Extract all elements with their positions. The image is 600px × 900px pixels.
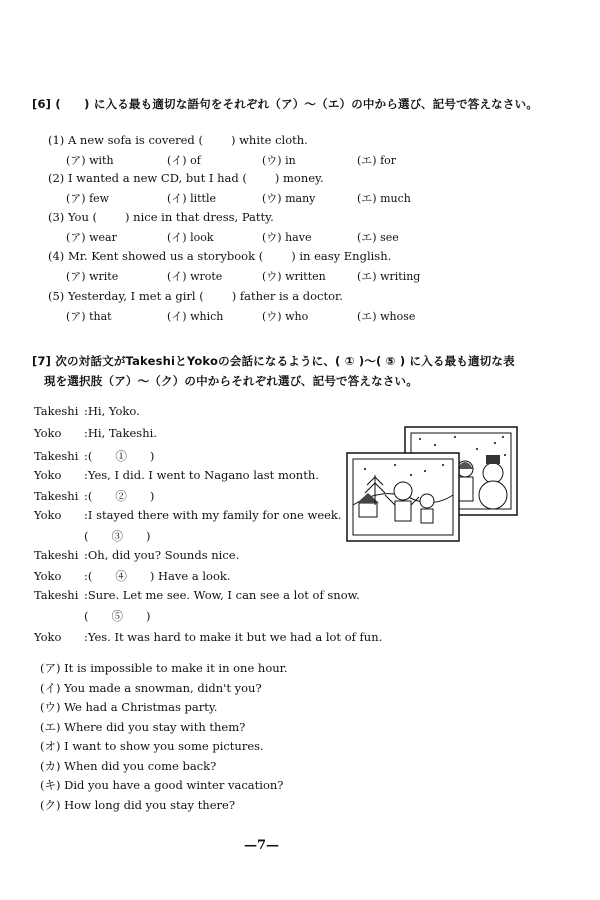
option-label: (エ) (357, 310, 377, 323)
dialogue-line (34, 548, 239, 562)
option-label: (ア) (66, 270, 86, 283)
choice-item (40, 777, 283, 793)
choice-item (40, 797, 235, 813)
option-label: (エ) (357, 192, 377, 205)
option-label: (ウ) (262, 310, 282, 323)
question-text-after-blank: ) nice in that dress, Patty. (125, 210, 274, 224)
question-text-after-blank: ) money. (274, 171, 324, 185)
dialogue-text: Yes, I did. I went to Nagano last month. (87, 468, 319, 482)
answer-option (167, 190, 216, 206)
section6-heading: [6] ( ) に入る最も適切な語句をそれぞれ（ア）〜（エ）の中から選び、記号で答えなさい。 (32, 97, 538, 111)
speaker-colon: : (84, 426, 88, 440)
choice-item (40, 680, 262, 696)
option-text: writing (380, 270, 421, 283)
option-label: (イ) (167, 231, 187, 244)
answer-option (262, 190, 315, 206)
question-number: (4) (48, 249, 65, 263)
speaker-colon: : (84, 569, 88, 583)
option-text: wear (89, 231, 117, 244)
option-label: (イ) (167, 154, 187, 167)
dialogue-line (34, 608, 150, 624)
option-label: (ウ) (262, 270, 282, 283)
question-stem (48, 289, 343, 303)
winter-pictures-illustration (345, 425, 520, 545)
dialogue-line (34, 508, 342, 522)
dialogue-text: I stayed there with my family for one week. (87, 508, 342, 522)
option-label: (ア) (66, 154, 86, 167)
answer-option (66, 190, 109, 206)
option-label: (ア) (66, 192, 86, 205)
dialogue-text: ( ① ) (87, 449, 155, 463)
option-label: (ウ) (262, 192, 282, 205)
choice-text: How long did you stay there? (64, 798, 235, 812)
speaker-colon: : (84, 508, 88, 522)
speaker-name: Takeshi (34, 588, 79, 602)
choice-label: (カ) (40, 759, 61, 773)
answer-option (262, 152, 296, 168)
section7-heading-line1: [7] 次の対話文がTakeshiとYokoの会話になるように、( ① )〜( ⑤ ) に入る最も適切な表 (32, 354, 515, 368)
dialogue-line (34, 528, 150, 544)
option-label: (イ) (167, 270, 187, 283)
option-label: (エ) (357, 231, 377, 244)
question-text-before-blank: I wanted a new CD, but I had ( (67, 171, 247, 185)
option-text: little (190, 192, 216, 205)
option-label: (ウ) (262, 154, 282, 167)
dialogue-text: ( ④ ) Have a look. (87, 569, 231, 583)
choice-label: (ア) (40, 661, 61, 675)
speaker-name: Yoko (34, 426, 62, 440)
dialogue-line (34, 404, 140, 418)
option-text: many (285, 192, 316, 205)
option-text: which (190, 310, 224, 323)
answer-option (66, 268, 118, 284)
choice-label: (イ) (40, 681, 61, 695)
dialogue-line (34, 630, 382, 644)
question-stem (48, 249, 391, 263)
option-text: write (89, 270, 119, 283)
option-label: (ア) (66, 231, 86, 244)
dialogue-text: ( ⑤ ) (84, 609, 151, 623)
speaker-name: Takeshi (34, 449, 79, 463)
dialogue-text: Hi, Yoko. (87, 404, 140, 418)
speaker-colon: : (84, 449, 88, 463)
speaker-name: Yoko (34, 630, 62, 644)
option-text: of (190, 154, 201, 167)
speaker-colon: : (84, 489, 88, 503)
option-text: with (89, 154, 114, 167)
question-number: (5) (48, 289, 65, 303)
option-label: (エ) (357, 154, 377, 167)
question-text-after-blank: ) father is a doctor. (231, 289, 343, 303)
choice-item (40, 660, 288, 676)
answer-option (167, 308, 223, 324)
choice-label: (キ) (40, 778, 61, 792)
option-label: (イ) (167, 192, 187, 205)
question-stem (48, 210, 274, 224)
answer-option (357, 268, 420, 284)
option-text: that (89, 310, 112, 323)
choice-item (40, 719, 245, 735)
option-label: (ア) (66, 310, 86, 323)
dialogue-line (34, 468, 319, 482)
option-text: look (190, 231, 214, 244)
question-number: (1) (48, 133, 65, 147)
option-text: few (89, 192, 110, 205)
speaker-name: Yoko (34, 508, 62, 522)
dialogue-text: Hi, Takeshi. (87, 426, 157, 440)
choice-text: It is impossible to make it in one hour. (64, 661, 288, 675)
speaker-colon: : (84, 404, 88, 418)
answer-option (262, 268, 326, 284)
question-text-before-blank: A new sofa is covered ( (67, 133, 203, 147)
speaker-colon: : (84, 630, 88, 644)
page-number: —7— (244, 838, 280, 853)
question-number: (2) (48, 171, 65, 185)
answer-option (262, 308, 308, 324)
answer-option (66, 308, 112, 324)
answer-option (167, 268, 222, 284)
speaker-name: Takeshi (34, 404, 79, 418)
option-label: (ウ) (262, 231, 282, 244)
answer-option (167, 152, 201, 168)
option-text: for (380, 154, 397, 167)
dialogue-line (34, 588, 360, 602)
choice-text: We had a Christmas party. (64, 700, 218, 714)
dialogue-text: ( ② ) (87, 489, 155, 503)
speaker-name: Yoko (34, 468, 62, 482)
option-text: see (380, 231, 399, 244)
option-text: in (285, 154, 296, 167)
speaker-name: Yoko (34, 569, 62, 583)
choice-text: Where did you stay with them? (64, 720, 246, 734)
question-text-before-blank: You ( (67, 210, 98, 224)
question-text-after-blank: ) white cloth. (230, 133, 308, 147)
answer-option (357, 152, 396, 168)
option-text: have (285, 231, 312, 244)
option-text: wrote (190, 270, 223, 283)
dialogue-line (34, 448, 154, 464)
choice-text: You made a snowman, didn't you? (64, 681, 262, 695)
option-label: (エ) (357, 270, 377, 283)
answer-option (357, 229, 399, 245)
question-text-before-blank: Mr. Kent showed us a storybook ( (67, 249, 264, 263)
dialogue-text: Sure. Let me see. Wow, I can see a lot of snow. (87, 588, 360, 602)
dialogue-text: Oh, did you? Sounds nice. (87, 548, 240, 562)
choice-text: I want to show you some pictures. (64, 739, 264, 753)
answer-option (357, 308, 415, 324)
speaker-name: Takeshi (34, 489, 79, 503)
answer-option (66, 152, 114, 168)
dialogue-text: Yes. It was hard to make it but we had a lot of fun. (87, 630, 383, 644)
choice-item (40, 699, 217, 715)
option-text: much (380, 192, 411, 205)
choice-item (40, 738, 264, 754)
kids-picture (347, 453, 459, 541)
option-label: (イ) (167, 310, 187, 323)
choice-text: Did you have a good winter vacation? (64, 778, 284, 792)
choice-label: (エ) (40, 720, 61, 734)
choice-text: When did you come back? (64, 759, 217, 773)
choice-item (40, 758, 216, 774)
answer-option (66, 229, 117, 245)
question-stem (48, 133, 308, 147)
question-number: (3) (48, 210, 65, 224)
speaker-colon: : (84, 468, 88, 482)
dialogue-line (34, 426, 157, 440)
question-text-after-blank: ) in easy English. (291, 249, 392, 263)
option-text: written (285, 270, 326, 283)
choice-label: (ク) (40, 798, 61, 812)
answer-option (262, 229, 311, 245)
option-text: whose (380, 310, 416, 323)
answer-option (357, 190, 411, 206)
option-text: who (285, 310, 309, 323)
question-text-before-blank: Yesterday, I met a girl ( (67, 289, 204, 303)
answer-option (167, 229, 214, 245)
dialogue-line (34, 568, 231, 584)
dialogue-text: ( ③ ) (84, 529, 151, 543)
choice-label: (ウ) (40, 700, 61, 714)
question-stem (48, 171, 324, 185)
choice-label: (オ) (40, 739, 61, 753)
dialogue-line (34, 488, 154, 504)
speaker-colon: : (84, 548, 88, 562)
speaker-name: Takeshi (34, 548, 79, 562)
speaker-colon: : (84, 588, 88, 602)
section7-heading-line2: 現を選択肢（ア）〜（ク）の中からそれぞれ選び、記号で答えなさい。 (44, 374, 418, 388)
